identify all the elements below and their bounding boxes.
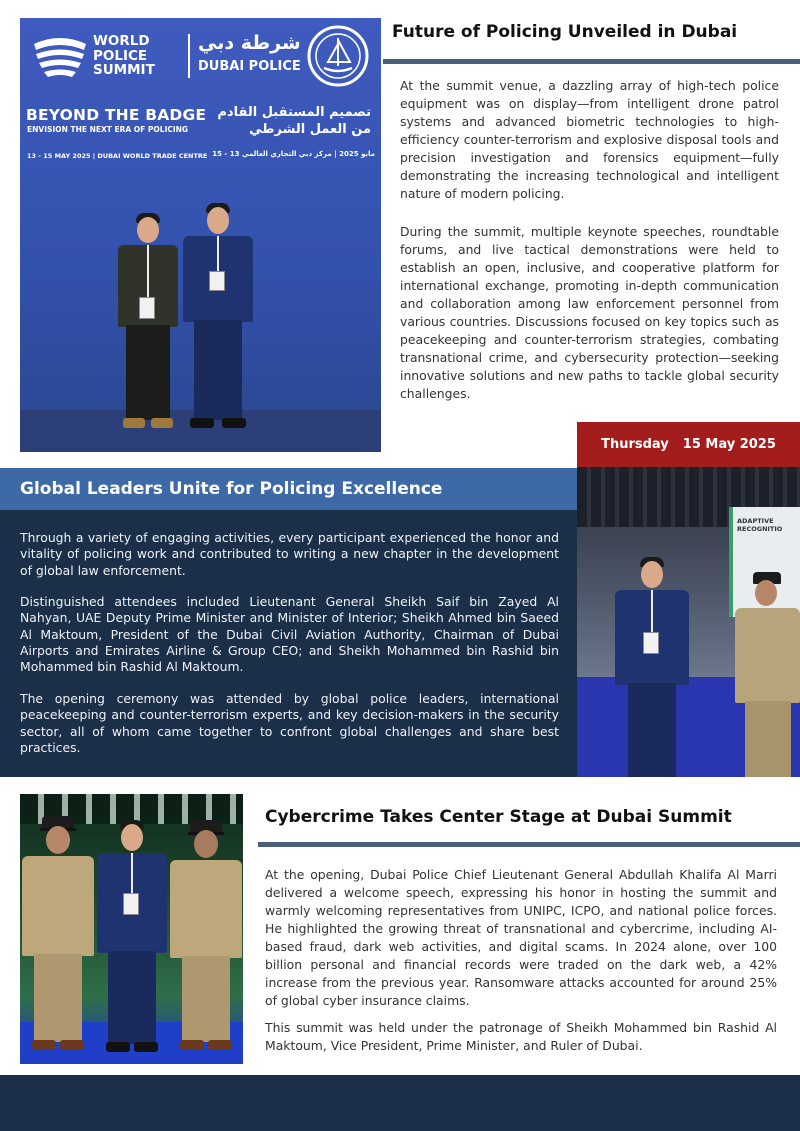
officers-group-photo xyxy=(20,794,243,1064)
section-2-paragraph-1: Through a variety of engaging activities, every participant experienced the honor and vitality of policing work and contributed to writing a new chapter in the development of global law enforcement. xyxy=(20,530,559,578)
section-3-title: Cybercrime Takes Center Stage at Dubai Summit xyxy=(265,807,732,827)
booth-sign: ADAPTIVE RECOGNITIO xyxy=(737,517,783,533)
arabic-headline-line-1: تصميم المستقبل القادم xyxy=(217,105,371,120)
arabic-police-name: شرطة دبي xyxy=(198,32,301,54)
poster-subheadline: ENVISION THE NEXT ERA OF POLICING xyxy=(27,125,189,134)
poster-headline: BEYOND THE BADGE xyxy=(26,106,207,124)
poster-brand xyxy=(93,34,155,78)
section-1-title: Future of Policing Unveiled in Dubai xyxy=(392,22,738,42)
section-3-paragraph-1: At the opening, Dubai Police Chief Lieutenant General Abdullah Khalifa Al Marri delivered a welcome speech, expressing his honor in hosting the summit and warmly welcoming representatives from UNIPC, ICPO, and national police forces. He highlighted the growing threat of transnational and cybercrime, including AI-based fraud, dark web activities, and digital scams. In 2024 alone, over 100 billion personal and financial records were traded on the dark web, a 42% increase from the previous year. Ransomware attacks accounted for around 25% of global cyber insurance claims. xyxy=(265,867,777,1008)
dubai-police-name: DUBAI POLICE xyxy=(198,59,301,74)
poster-date-english: 13 - 15 MAY 2025 | DUBAI WORLD TRADE CENTRE xyxy=(27,152,208,160)
officer-left xyxy=(22,816,94,1056)
date-value: 15 May 2025 xyxy=(682,437,776,452)
section-1-paragraph-1: At the summit venue, a dazzling array of high-tech police equipment was on display—from intelligent drone patrol systems and advanced biometric technologies to high-efficiency counter-terrorism and explosive disposal tools and precision investigation and forensics equipment—fully demonstrating the increasing technological and intelligent nature of modern policing. xyxy=(400,78,779,201)
officer-right xyxy=(735,572,800,777)
section-3-paragraph-2: This summit was held under the patronage of Sheikh Mohammed bin Rashid Al Maktoum, Vice President, Prime Minister, and Ruler of Dubai. xyxy=(265,1020,777,1053)
world-police-summit-logo xyxy=(30,30,90,82)
person-left xyxy=(115,213,181,438)
summit-poster-photo xyxy=(20,18,381,452)
brand-line-2: POLICE xyxy=(93,47,148,64)
section-3-rule xyxy=(258,842,800,847)
section-1-paragraph-2: During the summit, multiple keynote speeches, roundtable forums, and live tactical demonstrations were held to establish an open, inclusive, and cooperative platform for international exchange, promoting in-depth communication and collaboration among law enforcement personnel from various countries. Discussions focused on key topics such as peacekeeping and counter-terrorism strategies, combating transnational crime, and cybersecurity protection—seeking innovative solutions and new paths to tackle global security challenges. xyxy=(400,224,779,401)
arabic-headline-line-2: من العمل الشرطي xyxy=(249,122,371,137)
poster-divider xyxy=(188,34,190,78)
exhibition-hall-photo xyxy=(577,467,800,777)
dubai-police-emblem-icon xyxy=(306,24,370,88)
section-2-title: Global Leaders Unite for Policing Excellence xyxy=(20,479,443,499)
brand-line-3: SUMMIT xyxy=(93,62,155,78)
section-2-paragraph-3: The opening ceremony was attended by global police leaders, international peacekeeping and counter-terrorism experts, and key decision-makers in the security sector, all of whom came together to confront global challenges and share best practices. xyxy=(20,691,559,755)
date-banner xyxy=(577,422,800,467)
person-right-uniform xyxy=(180,203,256,438)
official-center-blue xyxy=(94,820,170,1056)
poster-date-arabic: 15 - 13 مايو 2025 | مركز دبي التجاري العالمي xyxy=(212,150,375,158)
section-1-rule xyxy=(383,59,800,64)
official-center xyxy=(612,557,692,777)
date-day: Thursday xyxy=(601,437,669,452)
poster-arabic-headline xyxy=(217,104,371,138)
section-2-paragraph-2: Distinguished attendees included Lieutenant General Sheikh Saif bin Zayed Al Nahyan, UAE Deputy Prime Minister and Minister of Interior; Sheikh Ahmed bin Saeed Al Maktoum, President of the Dubai Civil Aviation Authority, Chairman of Dubai Airports and Emirates Airline & Group CEO; and Sheikh Mohammed bin Rashid bin Mohammed bin Rashid Al Maktoum. xyxy=(20,594,559,675)
officer-right xyxy=(170,820,242,1056)
brand-line-1: WORLD xyxy=(93,33,150,49)
footer-bar xyxy=(0,1075,800,1131)
